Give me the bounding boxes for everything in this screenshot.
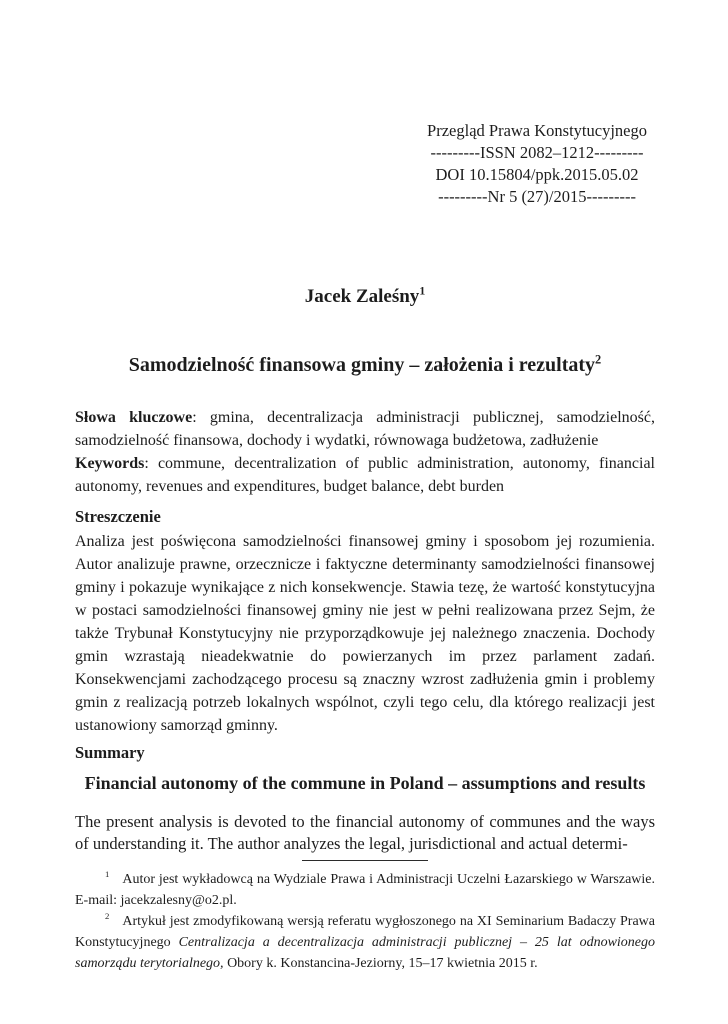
keywords-block [75,406,655,498]
keywords-pl-text: : gmina, decentralizacja administracji publicznej, samodzielność, samodzielność finansowa, dochody i wydatki, równowaga budżetowa, zadłużenie [75,409,655,449]
summary-title-en: Financial autonomy of the commune in Poland – assumptions and results [84,773,646,793]
issue-line: ---------Nr 5 (27)/2015--------- [438,187,636,206]
article-title: Samodzielność finansowa gminy – założenia i rezultaty [128,354,596,376]
abstract-text: Analiza jest poświęcona samodzielności finansowej gminy i sposobom jej rozumienia. Autor analizuje prawne, orzecznicze i faktyczne determinanty samodzielności finansowej gminy i pokazuje wynikające z nich konsekwencje. Stawia tezę, że wartość konstytucyjna w postaci samodzielności finansowej gminy nie jest w pełni realizowana przez Sejm, że także Trybunał Konstytucyjny nie przyporządkowuje jej należnego znaczenia. Dochody gmin wzrastają nieadekwatnie do powierzanych im przez parlament zadań. Konsekwencjami zachodzącego procesu są znaczny wzrost zadłużenia gmin i problemy gmin z realizacją potrzeb lokalnych wspólnot, czyli tego celu, dla którego realizacji jest ustanowiony samorząd gminny. [75,533,655,734]
summary-heading: Summary [75,743,145,762]
author-name: Jacek Zaleśny [304,286,420,307]
footnote-1 [75,869,655,911]
keywords-en-label: Keywords [75,455,145,472]
footnote-2 [75,911,655,974]
journal-header [75,120,655,208]
author-line [75,284,655,310]
journal-name: Przegląd Prawa Konstytucyjnego [427,121,647,140]
footnote-rule [302,860,428,861]
issn-line: ---------ISSN 2082–1212--------- [430,143,644,162]
footnote-2-ref: 2 [105,911,110,922]
footnote-2-text-italic: Centralizacja a decentralizacja administracji publicznej – 25 lat odnowionego samorządu terytorialnego, [75,935,656,971]
article-title-line [75,352,655,379]
keywords-en [75,452,655,498]
author-footnote-ref: 1 [419,284,426,298]
title-footnote-ref: 2 [595,352,602,367]
footnote-2-text-before: Artykuł jest zmodyfikowaną wersją referatu wygłoszonego na XI Seminarium Badaczy Prawa Konstytucyjnego [75,914,655,950]
summary-body-text: The present analysis is devoted to the financial autonomy of communes and the ways of understanding it. The author analyzes the legal, jurisdictional and actual determi- [75,812,655,853]
doi-line: DOI 10.15804/ppk.2015.05.02 [435,165,639,184]
streszczenie-heading: Streszczenie [75,507,161,526]
footnote-2-text-after: Obory k. Konstancina-Jeziorny, 15–17 kwietnia 2015 r. [223,956,538,971]
footnote-1-text: Autor jest wykładowcą na Wydziale Prawa i Administracji Uczelni Łazarskiego w Warszawie. E-mail: jacekzalesny@o2.pl. [75,872,655,908]
keywords-en-text: : commune, decentralization of public administration, autonomy, financial autonomy, revenues and expenditures, budget balance, debt burden [75,455,655,495]
keywords-pl-label: Słowa kluczowe [75,409,193,426]
journal-header-block [427,120,647,208]
keywords-pl [75,406,655,452]
footnote-1-ref: 1 [105,869,110,880]
